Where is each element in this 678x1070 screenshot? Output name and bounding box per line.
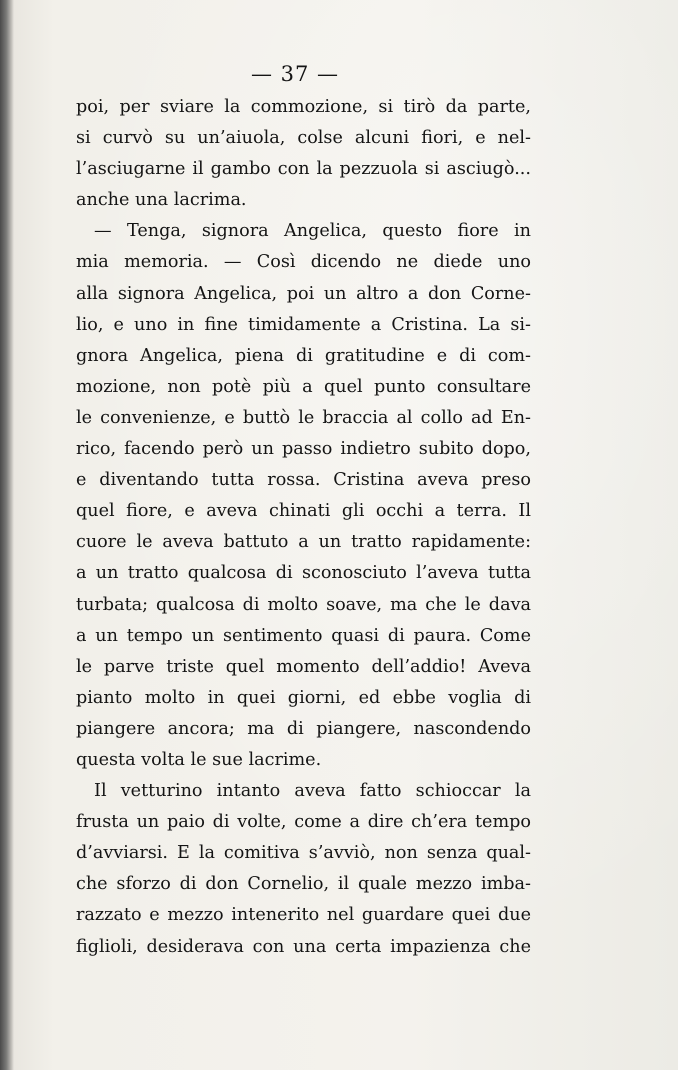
text-line: si curvò su un’aiuola, colse alcuni fiori, e nel-: [76, 128, 531, 149]
text-line: le parve triste quel momento dell’addio! Aveva: [76, 656, 531, 677]
binding-edge: [0, 0, 14, 1070]
text-line: — Tenga, signora Angelica, questo fiore in: [94, 221, 531, 242]
text-line: turbata; qualcosa di molto soave, ma che le dava: [76, 594, 531, 615]
text-line: a un tempo un sentimento quasi di paura. Come: [76, 625, 531, 646]
body-text: [76, 92, 531, 963]
text-line: piangere ancora; ma di piangere, nascondendo: [76, 718, 531, 739]
text-line: figlioli, desiderava con una certa impazienza che: [76, 936, 531, 957]
text-line: anche una lacrima.: [76, 190, 247, 211]
text-line: lio, e uno in fine timidamente a Cristina. La si-: [76, 314, 531, 335]
text-line: alla signora Angelica, poi un altro a don Corne-: [76, 283, 531, 304]
text-line: frusta un paio di volte, come a dire ch’era tempo: [76, 812, 531, 833]
text-line: Il vetturino intanto aveva fatto schioccar la: [94, 781, 531, 802]
text-line: l’asciugarne il gambo con la pezzuola si asciugò...: [76, 159, 531, 180]
text-line: a un tratto qualcosa di sconosciuto l’aveva tutta: [76, 563, 531, 584]
text-line: rico, facendo però un passo indietro subito dopo,: [76, 439, 531, 460]
text-line: quel fiore, e aveva chinati gli occhi a terra. Il: [76, 501, 531, 522]
text-line: che sforzo di don Cornelio, il quale mezzo imba-: [76, 874, 531, 895]
page-number: — 37 —: [250, 62, 340, 86]
text-line: poi, per sviare la commozione, si tirò da parte,: [76, 97, 531, 117]
text-line: e diventando tutta rossa. Cristina aveva preso: [76, 470, 531, 491]
text-line: questa volta le sue lacrime.: [76, 749, 322, 770]
text-line: mia memoria. — Così dicendo ne diede uno: [76, 252, 531, 273]
text-line: pianto molto in quei giorni, ed ebbe voglia di: [76, 687, 531, 708]
text-line: mozione, non potè più a quel punto consultare: [76, 376, 531, 397]
text-line: razzato e mezzo intenerito nel guardare quei due: [76, 905, 531, 926]
text-line: d’avviarsi. E la comitiva s’avviò, non senza qual-: [76, 843, 531, 864]
text-line: gnora Angelica, piena di gratitudine e di com-: [76, 345, 531, 366]
text-line: cuore le aveva battuto a un tratto rapidamente:: [76, 532, 531, 553]
text-line: le convenienze, e buttò le braccia al collo ad En-: [76, 407, 531, 428]
